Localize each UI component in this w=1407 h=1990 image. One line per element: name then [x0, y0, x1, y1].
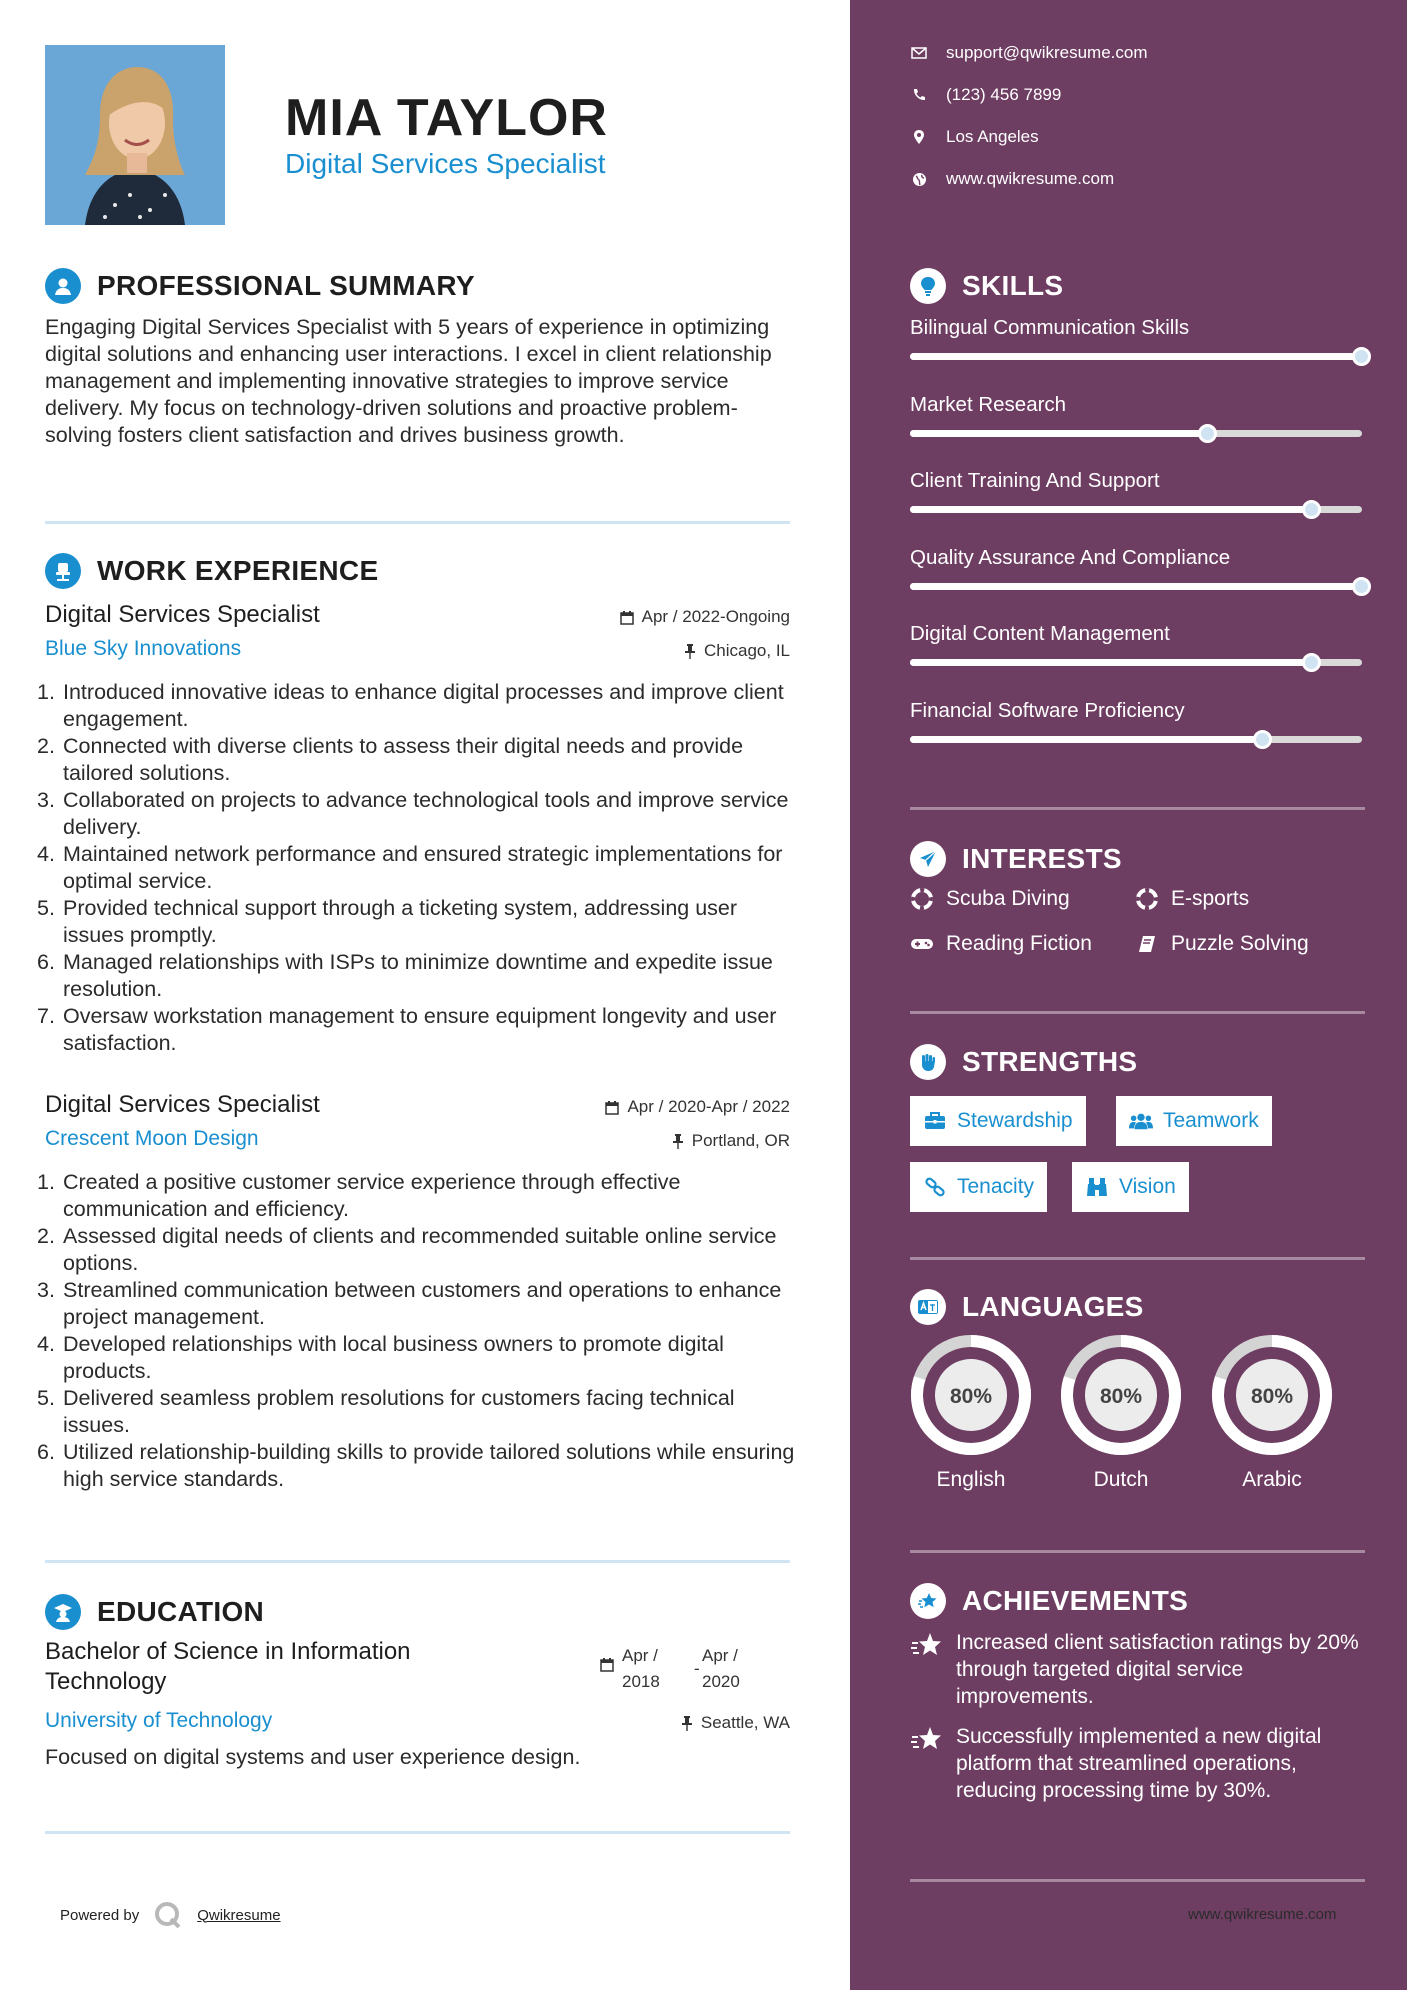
bullet-text: Developed relationships with local business owners to promote digital products.: [63, 1332, 724, 1383]
skills-heading: SKILLS: [962, 270, 1064, 301]
language-ring: [1060, 1334, 1182, 1456]
bullet-number: 4.: [37, 1332, 55, 1356]
education-location: [681, 1713, 790, 1733]
skill-bar-fill: [910, 583, 1362, 590]
language-ring: [910, 1334, 1032, 1456]
phone-text: (123) 456 7899: [946, 85, 1062, 104]
list-item: [37, 1277, 797, 1331]
interest-item: [1135, 932, 1309, 956]
achievements-heading: ACHIEVEMENTS: [962, 1585, 1189, 1616]
paper-plane-icon: [910, 841, 946, 877]
life-ring-icon: [910, 887, 934, 911]
bullet-number: 2.: [37, 1224, 55, 1248]
end-date: [702, 1643, 772, 1695]
list-item: [37, 1003, 797, 1057]
pin-icon: [681, 1716, 693, 1731]
interests-heading: INTERESTS: [962, 843, 1122, 874]
language-name: Dutch: [1093, 1468, 1149, 1491]
education-entry: [45, 1637, 790, 1777]
bullet-number: 3.: [37, 1278, 55, 1302]
language-percent: 80%: [1250, 1385, 1294, 1408]
list-item: [37, 949, 797, 1003]
qwikresume-link[interactable]: Qwikresume: [197, 1906, 281, 1924]
section-divider: [910, 1011, 1365, 1014]
start-month: Apr /: [622, 1646, 658, 1665]
achievement-item: [910, 1629, 1370, 1710]
degree: Bachelor of Science in Information Technology: [45, 1638, 411, 1695]
skill-level-knob: [1352, 577, 1371, 596]
achievement-item: [910, 1723, 1370, 1804]
list-item: [37, 1169, 797, 1223]
skill-name: Client Training And Support: [910, 469, 1160, 492]
briefcase-icon: [923, 1109, 947, 1133]
bullet-number: 1.: [37, 1170, 55, 1194]
contact-email: [910, 43, 1148, 63]
bullet-number: 6.: [37, 950, 55, 974]
job-date-text: Apr / 2022-Ongoing: [641, 607, 790, 626]
binoculars-icon: [1085, 1175, 1109, 1199]
job-title: Digital Services Specialist: [45, 601, 320, 628]
language-name: English: [936, 1468, 1006, 1491]
bullet-text: Created a positive customer service experience through effective communication and efficiency.: [63, 1170, 681, 1221]
pin-icon: [672, 1134, 684, 1149]
book-icon: [1135, 932, 1159, 956]
translate-icon: [910, 1289, 946, 1325]
bullet-text: Collaborated on projects to advance technological tools and improve service delivery.: [63, 788, 789, 839]
language-item: [910, 1334, 1032, 1492]
email-text[interactable]: support@qwikresume.com: [946, 43, 1148, 62]
interest-label: Puzzle Solving: [1171, 932, 1309, 955]
language-name: Arabic: [1242, 1468, 1302, 1491]
calendar-icon: [600, 1657, 614, 1672]
summary-heading: PROFESSIONAL SUMMARY: [97, 270, 475, 301]
education-description: Focused on digital systems and user experience design.: [45, 1745, 581, 1769]
section-divider: [45, 521, 790, 524]
interest-item: [910, 887, 1070, 911]
bullet-text: Oversaw workstation management to ensure equipment longevity and user satisfaction.: [63, 1004, 777, 1055]
envelope-icon: [910, 44, 928, 62]
bullet-text: Maintained network performance and ensured strategic implementations for optimal service.: [63, 842, 783, 893]
job-date: [620, 607, 790, 627]
globe-icon: [910, 170, 928, 188]
strength-label: Stewardship: [957, 1109, 1073, 1132]
pin-icon: [684, 644, 696, 659]
job-location-text: Chicago, IL: [704, 641, 790, 660]
education-heading: EDUCATION: [97, 1596, 265, 1627]
section-divider: [45, 1560, 790, 1563]
section-divider: [45, 1831, 790, 1834]
strength-label: Tenacity: [957, 1175, 1035, 1198]
achievement-text: Increased client satisfaction ratings by 20% through targeted digital service improvements.: [956, 1631, 1359, 1708]
skill-bar: [910, 736, 1362, 743]
strength-label: Vision: [1119, 1175, 1176, 1198]
skill-level-knob: [1253, 730, 1272, 749]
skill-name: Quality Assurance And Compliance: [910, 545, 1231, 569]
map-marker-icon: [910, 128, 928, 146]
section-divider: [910, 807, 1365, 810]
strength-tag: [1072, 1162, 1189, 1212]
office-chair-icon: [45, 553, 81, 589]
skills-header: [910, 268, 1063, 304]
list-item: [37, 1331, 797, 1385]
summary-header: [45, 268, 475, 304]
education-location-text: Seattle, WA: [700, 1713, 790, 1732]
bullet-number: 7.: [37, 1004, 55, 1028]
bullet-number: 1.: [37, 680, 55, 704]
footer-website[interactable]: www.qwikresume.com: [1188, 1906, 1337, 1923]
language-percent: 80%: [1099, 1385, 1143, 1408]
skill-bar-fill: [910, 506, 1312, 513]
profile-photo: [45, 45, 225, 225]
job-entry: [37, 1091, 795, 1511]
job-date-text: Apr / 2020-Apr / 2022: [627, 1097, 790, 1116]
skill-bar: [910, 659, 1362, 666]
skill-bar: [910, 583, 1362, 590]
link-icon: [923, 1175, 947, 1199]
location-text: Los Angeles: [946, 127, 1039, 146]
list-item: [37, 679, 797, 733]
achievement-text: Successfully implemented a new digital platform that streamlined operations, reducing processing time by 30%.: [956, 1725, 1322, 1802]
bullet-number: 6.: [37, 1440, 55, 1464]
qwikresume-logo-icon: [153, 1900, 183, 1930]
section-divider: [910, 1257, 1365, 1260]
interest-label: Scuba Diving: [946, 887, 1070, 910]
list-item: [37, 895, 797, 949]
section-divider: [910, 1550, 1365, 1553]
strengths-header: [910, 1044, 1137, 1080]
candidate-name: MIA TAYLOR: [285, 89, 608, 147]
bullet-text: Utilized relationship-building skills to provide tailored solutions while ensuring high service standards.: [63, 1440, 795, 1491]
language-item: [1211, 1334, 1333, 1492]
skill-level-knob: [1352, 347, 1371, 366]
skill-bar: [910, 430, 1362, 437]
skill-item: [910, 699, 1365, 749]
skill-level-knob: [1302, 653, 1321, 672]
candidate-title: Digital Services Specialist: [285, 148, 606, 179]
skill-item: [910, 546, 1365, 596]
skill-bar: [910, 506, 1362, 513]
skill-bar-fill: [910, 430, 1208, 437]
lightbulb-icon: [910, 268, 946, 304]
star-icon: [910, 1631, 944, 1710]
skill-item: [910, 622, 1365, 672]
bullet-text: Connected with diverse clients to assess their digital needs and provide tailored solutions.: [63, 734, 744, 785]
skill-name: Market Research: [910, 392, 1067, 416]
list-item: [37, 1385, 797, 1439]
end-year: 2020: [702, 1672, 740, 1691]
bullet-number: 2.: [37, 734, 55, 758]
phone-icon: [910, 86, 928, 104]
user-icon: [45, 268, 81, 304]
language-percent: 80%: [949, 1385, 993, 1408]
skill-name: Digital Content Management: [910, 622, 1170, 645]
star-icon: [910, 1725, 944, 1804]
experience-header: [45, 553, 378, 589]
strength-tag: [1116, 1096, 1272, 1146]
education-dates: [600, 1643, 772, 1695]
interest-item: [910, 932, 1092, 956]
end-month: Apr /: [702, 1646, 738, 1665]
calendar-icon: [620, 610, 634, 625]
list-item: [37, 1223, 797, 1277]
interests-header: [910, 841, 1122, 877]
gamepad-icon: [910, 932, 934, 956]
skill-name: Bilingual Communication Skills: [910, 316, 1190, 339]
bullet-number: 5.: [37, 896, 55, 920]
skill-bar-fill: [910, 736, 1263, 743]
skill-bar-fill: [910, 353, 1362, 360]
job-bullets: [37, 679, 797, 1057]
job-company: Blue Sky Innovations: [45, 637, 242, 660]
start-year: 2018: [622, 1672, 660, 1691]
skill-item: [910, 469, 1365, 519]
skill-level-knob: [1302, 500, 1321, 519]
section-divider: [910, 1879, 1365, 1882]
fist-icon: [910, 1044, 946, 1080]
job-bullets: [37, 1169, 797, 1493]
skill-bar: [910, 353, 1362, 360]
job-location-text: Portland, OR: [691, 1131, 790, 1150]
contact-phone: [910, 85, 1061, 105]
skill-name: Financial Software Proficiency: [910, 698, 1185, 722]
languages-heading: LANGUAGES: [962, 1291, 1144, 1322]
strengths-heading: STRENGTHS: [962, 1046, 1138, 1077]
bullet-text: Streamlined communication between customers and operations to enhance project management.: [63, 1278, 782, 1329]
contact-location: [910, 127, 1039, 147]
strength-tag: [910, 1162, 1047, 1212]
list-item: [37, 841, 797, 895]
job-title: Digital Services Specialist: [45, 1091, 320, 1118]
bullet-number: 5.: [37, 1386, 55, 1410]
job-entry: [37, 601, 790, 1071]
users-icon: [1129, 1109, 1153, 1133]
list-item: [37, 733, 797, 787]
life-ring-icon: [1135, 887, 1159, 911]
school: University of Technology: [45, 1709, 273, 1732]
calendar-icon: [605, 1100, 619, 1115]
list-item: [37, 1439, 797, 1493]
summary-text: Engaging Digital Services Specialist with 5 years of experience in optimizing digital solutions and enhancing user interactions. I excel in client relationship management and implementing innovative strategies to improve service delivery. My focus on technology-driven solutions and proactive problem-solving fosters client satisfaction and drives business growth.: [45, 315, 772, 447]
languages-header: [910, 1289, 1144, 1325]
job-date: [605, 1097, 790, 1117]
experience-heading: WORK EXPERIENCE: [97, 555, 379, 586]
job-location: [684, 641, 790, 661]
bullet-text: Provided technical support through a ticketing system, addressing user issues promptly.: [63, 896, 738, 947]
bullet-text: Delivered seamless problem resolutions for customers facing technical issues.: [63, 1386, 735, 1437]
contact-website: [910, 169, 1114, 189]
sidebar: [850, 0, 1407, 1990]
bullet-text: Assessed digital needs of clients and recommended suitable online service options.: [63, 1224, 777, 1275]
language-ring: [1211, 1334, 1333, 1456]
language-item: [1060, 1334, 1182, 1492]
interest-label: Reading Fiction: [946, 932, 1092, 955]
website-text[interactable]: www.qwikresume.com: [946, 169, 1115, 188]
powered-by: [60, 1900, 281, 1930]
date-separator: -: [694, 1659, 700, 1678]
job-location: [672, 1131, 790, 1151]
education-header: [45, 1594, 264, 1630]
bullet-number: 3.: [37, 788, 55, 812]
strength-label: Teamwork: [1163, 1109, 1259, 1132]
start-date: [622, 1643, 692, 1695]
star-badge-icon: [910, 1583, 946, 1619]
bullet-number: 4.: [37, 842, 55, 866]
skill-level-knob: [1198, 424, 1217, 443]
powered-by-label: Powered by: [60, 1906, 140, 1924]
achievements-header: [910, 1583, 1188, 1619]
graduate-icon: [45, 1594, 81, 1630]
skill-bar-fill: [910, 659, 1312, 666]
strength-tag: [910, 1096, 1086, 1146]
bullet-text: Introduced innovative ideas to enhance digital processes and improve client engagement.: [63, 680, 784, 731]
list-item: [37, 787, 797, 841]
job-company: Crescent Moon Design: [45, 1127, 259, 1150]
bullet-text: Managed relationships with ISPs to minimize downtime and expedite issue resolution.: [63, 950, 773, 1001]
interest-label: E-sports: [1171, 887, 1250, 910]
skill-item: [910, 393, 1365, 443]
interest-item: [1135, 887, 1249, 911]
skill-item: [910, 316, 1365, 366]
